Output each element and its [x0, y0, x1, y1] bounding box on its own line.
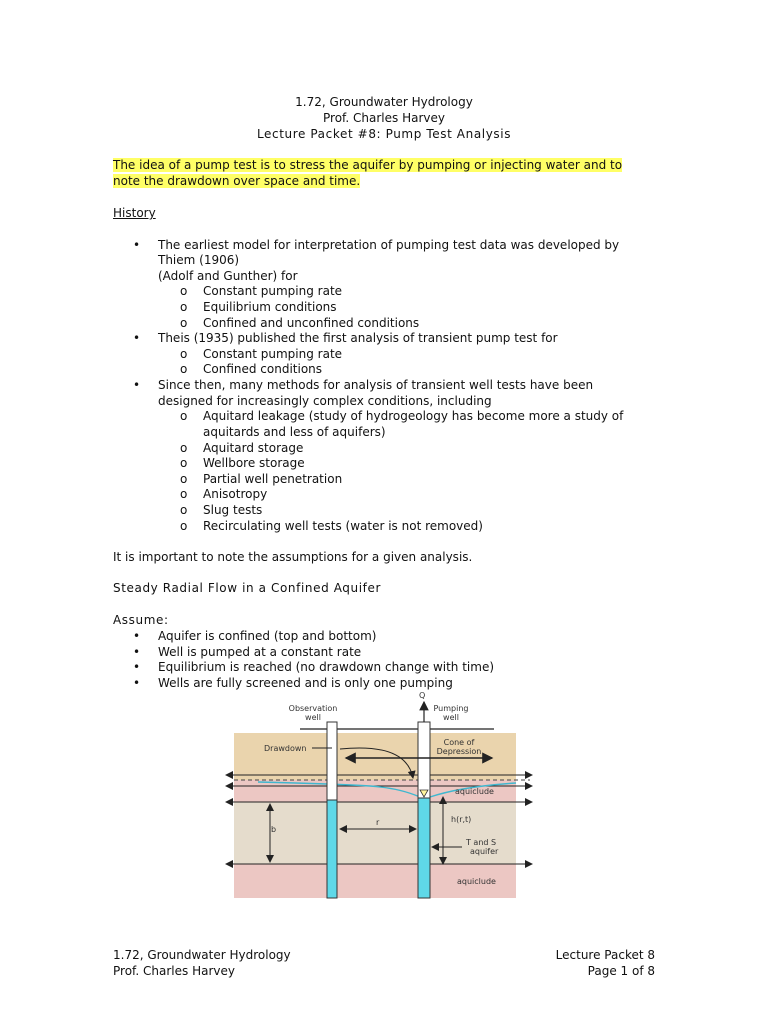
professor-name: Prof. Charles Harvey	[323, 111, 445, 125]
pumping-well-water	[418, 798, 430, 898]
sub-bullet-marker: o	[180, 487, 188, 501]
bullet-marker: •	[133, 238, 141, 252]
history-b3-sub-3: Partial well penetration	[203, 472, 343, 486]
bullet-marker: •	[133, 629, 141, 643]
cone-label-2: Depression	[436, 747, 482, 756]
q-label: Q	[419, 691, 426, 700]
footer-course: 1.72, Groundwater Hydrology	[113, 948, 291, 962]
pumping-well-casing	[418, 722, 430, 798]
assumptions-note: It is important to note the assumptions for a given analysis.	[113, 550, 473, 564]
footer-professor: Prof. Charles Harvey	[113, 964, 235, 978]
history-b3-sub-5: Slug tests	[203, 503, 263, 517]
pumping-well-label-2: well	[443, 713, 459, 722]
assume-item-2: Well is pumped at a constant rate	[158, 645, 362, 659]
assume-item-1: Aquifer is confined (top and bottom)	[158, 629, 377, 643]
ts-label-2: aquifer	[470, 847, 499, 856]
intro-line-1: The idea of a pump test is to stress the aquifer by pumping or injecting water and to	[113, 158, 623, 172]
history-bullet-1-line-3: (Adolf and Gunther) for	[158, 269, 298, 283]
intro-line-2: note the drawdown over space and time.	[113, 174, 361, 188]
section-title: Steady Radial Flow in a Confined Aquifer	[113, 581, 382, 595]
sub-bullet-marker: o	[180, 284, 188, 298]
r-label: r	[376, 818, 380, 827]
aquiclude-top-label: aquiclude	[455, 787, 494, 796]
cone-label-1: Cone of	[443, 738, 475, 747]
history-b3-sub-6: Recirculating well tests (water is not removed)	[203, 519, 483, 533]
history-b3-sub-4: Anisotropy	[203, 487, 268, 501]
footer-page-number: Page 1 of 8	[587, 964, 655, 978]
history-heading: History	[113, 206, 156, 220]
history-b2-sub-2: Confined conditions	[203, 362, 323, 376]
sub-bullet-marker: o	[180, 347, 188, 361]
sub-bullet-marker: o	[180, 362, 188, 376]
history-b3-sub-0-line-2: aquitards and less of aquifers)	[203, 425, 386, 439]
sub-bullet-marker: o	[180, 472, 188, 486]
sub-bullet-marker: o	[180, 300, 188, 314]
packet-title: Lecture Packet #8: Pump Test Analysis	[256, 127, 512, 141]
course-title: 1.72, Groundwater Hydrology	[295, 95, 473, 109]
sub-bullet-marker: o	[180, 456, 188, 470]
sub-bullet-marker: o	[180, 409, 188, 423]
observation-well-water	[327, 800, 337, 898]
observation-well-label-1: Observation	[288, 704, 338, 713]
history-b3-sub-0-line-1: Aquitard leakage (study of hydrogeology has become more a study of	[203, 409, 624, 423]
history-bullet-3-line-1: Since then, many methods for analysis of transient well tests have been	[158, 378, 594, 392]
assume-label: Assume:	[113, 613, 169, 627]
observation-well-casing	[327, 722, 337, 800]
bullet-marker: •	[133, 645, 141, 659]
bullet-marker: •	[133, 331, 141, 345]
observation-well-label-2: well	[305, 713, 321, 722]
history-b2-sub-1: Constant pumping rate	[203, 347, 343, 361]
pumping-well-label-1: Pumping	[433, 704, 469, 713]
h-label: h(r,t)	[451, 815, 472, 824]
sub-bullet-marker: o	[180, 519, 188, 533]
history-bullet-1-line-2: Thiem (1906)	[158, 253, 240, 267]
b-label: b	[271, 825, 277, 834]
drawdown-label: Drawdown	[264, 744, 307, 753]
sub-bullet-marker: o	[180, 441, 188, 455]
history-bullet-1-line-1: The earliest model for interpretation of pumping test data was developed by	[158, 238, 620, 252]
sub-bullet-marker: o	[180, 316, 188, 330]
history-b1-sub-2: Equilibrium conditions	[203, 300, 337, 314]
history-b3-sub-2: Wellbore storage	[203, 456, 305, 470]
assume-item-3: Equilibrium is reached (no drawdown change with time)	[158, 660, 495, 674]
assume-item-4: Wells are fully screened and is only one pumping	[158, 676, 453, 690]
history-bullet-2-line-1: Theis (1935) published the first analysis of transient pump test for	[158, 331, 558, 345]
sub-bullet-marker: o	[180, 503, 188, 517]
history-bullet-3-line-2: designed for increasingly complex conditions, including	[158, 394, 492, 408]
history-b3-sub-1: Aquitard storage	[203, 441, 304, 455]
bullet-marker: •	[133, 660, 141, 674]
bullet-marker: •	[133, 676, 141, 690]
history-b1-sub-3: Confined and unconfined conditions	[203, 316, 420, 330]
ts-label-1: T and S	[466, 838, 497, 847]
history-b1-sub-1: Constant pumping rate	[203, 284, 343, 298]
bullet-marker: •	[133, 378, 141, 392]
aquiclude-bottom-label: aquiclude	[457, 877, 496, 886]
footer-packet: Lecture Packet 8	[555, 948, 655, 962]
